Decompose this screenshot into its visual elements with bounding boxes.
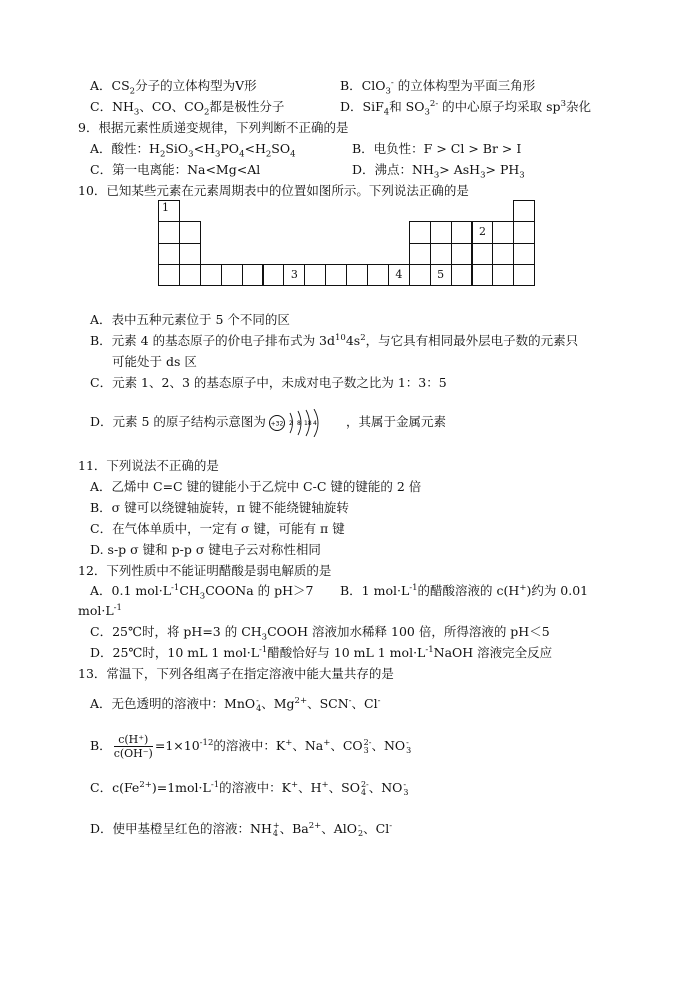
periodic-table-figure: [158, 200, 534, 308]
q9-option-d: D．沸点：$NH_3> AsH_3> PH_3$: [352, 162, 525, 181]
table-cell: [430, 243, 452, 265]
table-cell: [472, 243, 494, 265]
table-cell: [409, 243, 431, 265]
table-cell: [492, 243, 514, 265]
q8-option-d: D．SiF$_4$和 $SO_3^{2-}$ 的中心原子均采取 $sp^3$杂化: [340, 98, 591, 118]
table-cell: [513, 264, 535, 286]
table-cell: [242, 264, 264, 286]
table-cell: [179, 264, 201, 286]
table-cell: [451, 221, 473, 243]
q10-option-d: D．元素 5 的原子结构示意图为 +32 2 8 18 4 ，其属于金属元素: [90, 408, 446, 437]
q9-option-b: B．电负性：F > Cl > Br > I: [352, 141, 522, 156]
atom-shell-2: 8: [296, 419, 301, 427]
q13-option-c: C．$c(Fe^{2+})=1mol\cdot L^{-1}$的溶液中：K+、H+、SO 2- 4 、NO - 3: [90, 779, 409, 797]
q10-option-b-line1: B．元素 4 的基态原子的价电子排布式为 $3d^{10}4s^2$，与它具有相同最外层电子数的元素只: [90, 332, 579, 348]
q13-option-b: B． $\frac{c(H^+)}{c(OH^-)}$ $=1\times 10^{-12}$的溶液中：K+、Na+、CO 2- 3 、NO - 3: [90, 733, 412, 760]
q8-option-c: C．$NH_3$、CO、$CO_2$都是极性分子: [90, 99, 285, 118]
q8-option-a: A．$CS_2$分子的立体构型为V形: [90, 78, 257, 97]
atom-shell-4: 4: [312, 419, 317, 427]
q13-option-a: A．无色透明的溶液中：MnO - 4 、$Mg^{2+}$、SCN-、Cl-: [90, 695, 381, 713]
q12-stem: 12．下列性质中不能证明醋酸是弱电解质的是: [78, 563, 332, 578]
table-cell: [158, 221, 180, 243]
q12-option-d: D．25℃时，10 mL 1 $mol\cdot L^{-1}$醋酸恰好与 10 mL 1 $mol\cdot L^{-1}NaOH$ 溶液完全反应: [90, 644, 553, 660]
table-cell: [513, 221, 535, 243]
table-cell: [179, 221, 201, 243]
q9-option-c: C．第一电离能：Na<Mg<Al: [90, 162, 261, 177]
table-cell: [304, 264, 326, 286]
table-cell: [221, 264, 243, 286]
table-cell: [492, 221, 514, 243]
table-cell: [472, 264, 494, 286]
q9-stem: 9．根据元素性质递变规律，下列判断不正确的是: [78, 120, 349, 135]
table-cell: [346, 264, 368, 286]
table-cell: [158, 243, 180, 265]
table-cell-element-4: 4: [388, 264, 410, 286]
ion-product-fraction: $\frac{c(H^+)}{c(OH^-)}$: [113, 733, 153, 760]
atom-nucleus-label: +32: [270, 420, 284, 427]
table-cell: [200, 264, 222, 286]
q10-stem: 10．已知某些元素在元素周期表中的位置如图所示。下列说法正确的是: [78, 183, 469, 198]
q10-option-a: A．表中五种元素位于 5 个不同的区: [90, 312, 290, 327]
table-cell-element-3: 3: [283, 264, 305, 286]
atom-shell-3: 18: [303, 419, 312, 427]
q12-option-c: C．25℃时，将 pH=3 的 $CH_3COOH$ 溶液加水稀释 100 倍，所得溶液的 pH＜5: [90, 624, 550, 643]
q9-option-a: A．酸性：$H_2SiO_3<H_3PO_4<H_2SO_4$: [90, 141, 296, 160]
table-cell: [513, 243, 535, 265]
table-cell: [179, 243, 201, 265]
q10-option-b-line2: 可能处于 ds 区: [112, 354, 197, 369]
table-cell: [367, 264, 389, 286]
table-cell-element-5: 5: [430, 264, 452, 286]
table-cell: [409, 221, 431, 243]
table-cell: [513, 200, 535, 222]
table-cell: [451, 264, 473, 286]
q11-option-c: C．在气体单质中，一定有 σ 键，可能有 π 键: [90, 521, 345, 536]
table-cell: [492, 264, 514, 286]
atom-structure-diagram: [268, 409, 344, 437]
table-cell: [451, 243, 473, 265]
atom-shell-1: 2: [288, 419, 293, 427]
q13-stem: 13．常温下，下列各组离子在指定溶液中能大量共存的是: [78, 666, 394, 681]
q8-option-b: B．ClO$_3$- 的立体构型为平面三角形: [340, 77, 536, 97]
q12-option-b: B．1 $mol\cdot L^{-1}$的醋酸溶液的 c(H+)约为 0.01: [340, 582, 589, 598]
table-cell: [263, 264, 285, 286]
q10-option-c: C．元素 1、2、3 的基态原子中，未成对电子数之比为 1：3：5: [90, 375, 447, 390]
q11-stem: 11．下列说法不正确的是: [78, 458, 219, 473]
q12-option-a: A．0.1 $mol\cdot L^{-1}CH_3COONa$ 的 pH＞7: [90, 582, 314, 602]
q13-option-d: D．使甲基橙呈红色的溶液：NH + 4 、$Ba^{2+}$、AlO - 2 、Cl-: [90, 820, 393, 838]
table-cell-element-2: 2: [472, 221, 494, 243]
table-cell: [409, 264, 431, 286]
table-cell: [430, 221, 452, 243]
q12-option-b-line2: $mol\cdot L^{-1}$: [78, 602, 122, 618]
table-cell-element-1: 1: [158, 200, 180, 222]
q11-option-a: A．乙烯中 C=C 键的键能小于乙烷中 C-C 键的键能的 2 倍: [90, 479, 422, 494]
table-cell: [158, 264, 180, 286]
q11-option-d: D. s-p σ 键和 p-p σ 键电子云对称性相同: [90, 542, 321, 557]
table-cell: [325, 264, 347, 286]
q11-option-b: B．σ 键可以绕键轴旋转，π 键不能绕键轴旋转: [90, 500, 349, 515]
